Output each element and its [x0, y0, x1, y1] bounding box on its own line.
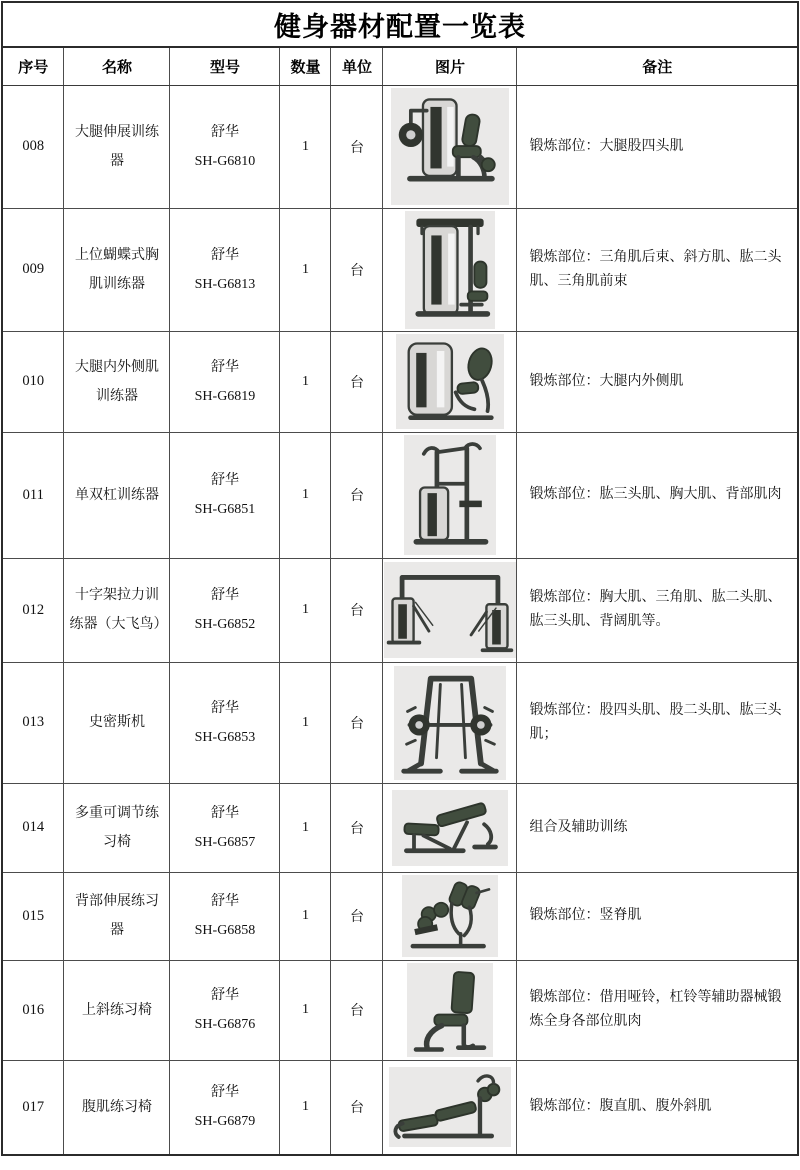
image-cell — [383, 85, 517, 208]
thigh-adductor-machine-icon — [398, 336, 502, 428]
cable-crossover-machine-image — [384, 562, 516, 658]
row-no: 017 — [2, 1060, 64, 1155]
remark: 组合及辅助训练 — [517, 783, 798, 872]
equipment-model — [170, 960, 280, 1060]
brand: 舒华 — [210, 805, 239, 821]
table-row — [2, 783, 798, 872]
quantity: 1 — [280, 662, 331, 783]
page-title: 健身器材配置一览表 — [2, 2, 798, 47]
brand: 舒华 — [210, 588, 239, 603]
table-row — [2, 960, 798, 1060]
model-code: SH-G6810 — [194, 153, 256, 169]
image-cell — [383, 331, 517, 432]
brand: 舒华 — [210, 359, 239, 375]
image-cell — [383, 662, 517, 783]
brand: 舒华 — [210, 988, 239, 1003]
cable-crossover-machine-icon — [385, 564, 515, 656]
row-no: 016 — [2, 960, 64, 1060]
equipment-name: 上位蝴蝶式胸肌训练器 — [64, 208, 170, 331]
ab-crunch-bench-icon — [391, 1069, 509, 1145]
model-code: SH-G6853 — [194, 729, 256, 745]
brand: 舒华 — [210, 124, 239, 140]
row-no: 009 — [2, 208, 64, 331]
equipment-model — [170, 85, 280, 208]
row-no: 011 — [2, 432, 64, 558]
quantity: 1 — [280, 85, 331, 208]
model-code: SH-G6851 — [194, 502, 256, 517]
col-header-model: 型号 — [170, 47, 280, 85]
row-no: 013 — [2, 662, 64, 783]
remark: 锻炼部位：肱三头肌、胸大肌、背部肌肉 — [517, 432, 798, 558]
col-header-remark: 备注 — [517, 47, 798, 85]
equipment-model — [170, 558, 280, 662]
equipment-name: 腹肌练习椅 — [64, 1060, 170, 1155]
table-row — [2, 558, 798, 662]
row-no: 014 — [2, 783, 64, 872]
col-header-name: 名称 — [64, 47, 170, 85]
equipment-name: 单双杠训练器 — [64, 432, 170, 558]
unit: 台 — [331, 783, 383, 872]
unit: 台 — [331, 960, 383, 1060]
row-no: 008 — [2, 85, 64, 208]
row-no: 015 — [2, 872, 64, 960]
unit: 台 — [331, 872, 383, 960]
remark: 锻炼部位：大腿股四头肌 — [517, 85, 798, 208]
back-extension-machine-image — [402, 875, 498, 957]
equipment-name: 上斜练习椅 — [64, 960, 170, 1060]
remark: 锻炼部位：三角肌后束、斜方肌、肱二头肌、三角肌前束 — [517, 208, 798, 331]
table-row — [2, 872, 798, 960]
col-header-qty: 数量 — [280, 47, 331, 85]
unit: 台 — [331, 1060, 383, 1155]
image-cell — [383, 872, 517, 960]
model-code: SH-G6813 — [194, 276, 256, 292]
equipment-model — [170, 331, 280, 432]
table-row — [2, 432, 798, 558]
remark: 锻炼部位：胸大肌、三角肌、肱二头肌、肱三头肌、背阔肌等。 — [517, 558, 798, 662]
quantity: 1 — [280, 783, 331, 872]
equipment-name: 大腿内外侧肌训练器 — [64, 331, 170, 432]
table-row — [2, 208, 798, 331]
model-code: SH-G6852 — [194, 617, 256, 632]
back-extension-machine-icon — [404, 877, 496, 955]
pec-fly-machine-icon — [407, 213, 493, 327]
remark: 锻炼部位：腹直肌、腹外斜肌 — [517, 1060, 798, 1155]
table-row — [2, 331, 798, 432]
image-cell — [383, 558, 517, 662]
equipment-model — [170, 208, 280, 331]
image-cell — [383, 208, 517, 331]
image-cell — [383, 960, 517, 1060]
pec-fly-machine-image — [405, 211, 495, 329]
unit: 台 — [331, 558, 383, 662]
remark: 锻炼部位：大腿内外侧肌 — [517, 331, 798, 432]
equipment-model — [170, 783, 280, 872]
adjustable-bench-image — [392, 790, 508, 866]
remark: 锻炼部位：借用哑铃，杠铃等辅助器械锻炼全身各部位肌肉 — [517, 960, 798, 1060]
table-row — [2, 662, 798, 783]
model-code: SH-G6879 — [194, 1114, 256, 1130]
unit: 台 — [331, 85, 383, 208]
equipment-table — [1, 1, 799, 1156]
dip-chin-assist-machine-icon — [406, 437, 494, 553]
header-row — [2, 47, 798, 85]
brand: 舒华 — [210, 1085, 239, 1101]
incline-utility-bench-icon — [409, 965, 491, 1055]
ab-crunch-bench-image — [389, 1067, 511, 1147]
quantity: 1 — [280, 872, 331, 960]
equipment-model — [170, 872, 280, 960]
table-row — [2, 1060, 798, 1155]
unit: 台 — [331, 208, 383, 331]
incline-utility-bench-image — [407, 963, 493, 1057]
quantity: 1 — [280, 331, 331, 432]
quantity: 1 — [280, 558, 331, 662]
model-code: SH-G6819 — [194, 388, 256, 404]
leg-extension-machine-icon — [394, 92, 506, 202]
smith-machine-image — [394, 666, 506, 780]
unit: 台 — [331, 432, 383, 558]
leg-extension-machine-image — [391, 88, 509, 205]
equipment-name: 多重可调节练习椅 — [64, 783, 170, 872]
row-no: 012 — [2, 558, 64, 662]
equipment-model — [170, 432, 280, 558]
title-row — [2, 2, 798, 47]
unit: 台 — [331, 331, 383, 432]
equipment-name: 背部伸展练习器 — [64, 872, 170, 960]
table-row — [2, 85, 798, 208]
brand: 舒华 — [210, 473, 239, 488]
image-cell — [383, 783, 517, 872]
quantity: 1 — [280, 208, 331, 331]
remark: 锻炼部位：竖脊肌 — [517, 872, 798, 960]
unit: 台 — [331, 662, 383, 783]
row-no: 010 — [2, 331, 64, 432]
remark: 锻炼部位：股四头肌、股二头肌、肱三头肌； — [517, 662, 798, 783]
brand: 舒华 — [210, 894, 239, 909]
quantity: 1 — [280, 432, 331, 558]
model-code: SH-G6858 — [194, 923, 256, 938]
smith-machine-icon — [396, 669, 504, 777]
equipment-model — [170, 662, 280, 783]
equipment-name: 十字架拉力训练器（大飞鸟） — [64, 558, 170, 662]
col-header-image: 图片 — [383, 47, 517, 85]
image-cell — [383, 1060, 517, 1155]
model-code: SH-G6876 — [194, 1017, 256, 1032]
thigh-adductor-machine-image — [396, 334, 504, 429]
quantity: 1 — [280, 1060, 331, 1155]
brand: 舒华 — [210, 247, 239, 263]
image-cell — [383, 432, 517, 558]
equipment-model — [170, 1060, 280, 1155]
brand: 舒华 — [210, 700, 239, 716]
adjustable-bench-icon — [394, 792, 506, 864]
equipment-name: 大腿伸展训练器 — [64, 85, 170, 208]
equipment-name: 史密斯机 — [64, 662, 170, 783]
col-header-unit: 单位 — [331, 47, 383, 85]
model-code: SH-G6857 — [194, 834, 256, 850]
quantity: 1 — [280, 960, 331, 1060]
col-header-no: 序号 — [2, 47, 64, 85]
dip-chin-assist-machine-image — [404, 435, 496, 555]
